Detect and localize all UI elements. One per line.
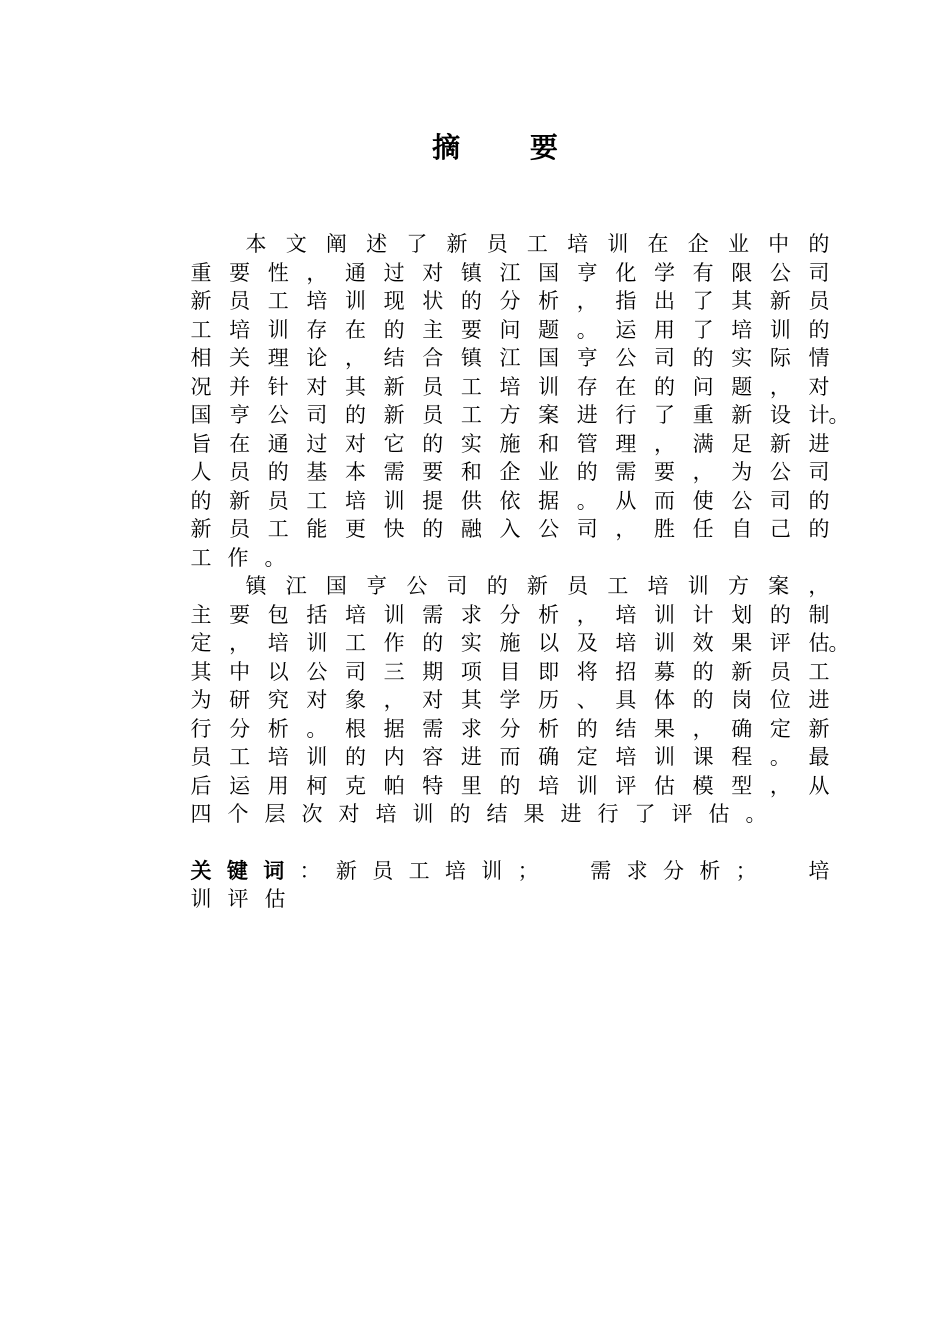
text-line: 新 员 工 培 训 现 状 的 分 析 ， 指 出 了 其 新 员 [190,289,830,313]
paragraphs [190,230,850,829]
text-line: 新 员 工 能 更 快 的 融 入 公 司 ， 胜 任 自 己 的 [190,517,830,541]
text-line: 工 作 。 [190,545,286,570]
abstract-body [190,230,850,914]
text-line: 重 要 性 ， 通 过 对 镇 江 国 亨 化 学 有 限 公 司 [190,260,830,285]
text-line: 人 员 的 基 本 需 要 和 企 业 的 需 要 ， 为 公 司 [190,460,830,484]
text-line: 国 亨 公 司 的 新 员 工 方 案 进 行 了 重 新 设 计 。 [190,403,850,427]
text-line: 为 研 究 对 象 ， 对 其 学 历 、 具 体 的 岗 位 进 [190,688,830,712]
spacer [190,829,830,857]
keywords-line-2: 训 评 估 [190,887,286,911]
text-line: 相 关 理 论 ， 结 合 镇 江 国 亨 公 司 的 实 际 情 [190,346,830,370]
text-line: 本 文 阐 述 了 新 员 工 培 训 在 企 业 中 的 [245,232,830,256]
text-line: 员 工 培 训 的 内 容 进 而 确 定 培 训 课 程 。 最 [190,745,830,769]
text-line: 其 中 以 公 司 三 期 项 目 即 将 招 募 的 新 员 工 [190,659,830,684]
text-line: 后 运 用 柯 克 帕 特 里 的 培 训 评 估 模 型 ， 从 [190,773,830,798]
text-line: 镇 江 国 亨 公 司 的 新 员 工 培 训 方 案 ， [245,574,830,598]
text-line: 行 分 析 。 根 据 需 求 分 析 的 结 果 ， 确 定 新 [190,716,830,741]
text-line: 定 ， 培 训 工 作 的 实 施 以 及 培 训 效 果 评 估 。 [190,631,850,655]
text-line: 况 并 针 对 其 新 员 工 培 训 存 在 的 问 题 ， 对 [190,374,830,399]
text-line: 主 要 包 括 培 训 需 求 分 析 ， 培 训 计 划 的 制 [190,602,830,627]
keywords-line: 关 键 词 ： 新 员 工 培 训 ； 需 求 分 析 ； 培 [190,858,830,883]
text-line: 旨 在 通 过 对 它 的 实 施 和 管 理 ， 满 足 新 进 [190,431,830,456]
page-title: 摘 要 [432,131,588,164]
text-line: 工 培 训 存 在 的 主 要 问 题 。 运 用 了 培 训 的 [190,317,830,342]
text-line: 四 个 层 次 对 培 训 的 结 果 进 行 了 评 估 。 [190,802,767,826]
keywords-section [190,857,830,914]
text-line: 的 新 员 工 培 训 提 供 依 据 。 从 而 使 公 司 的 [190,488,830,513]
